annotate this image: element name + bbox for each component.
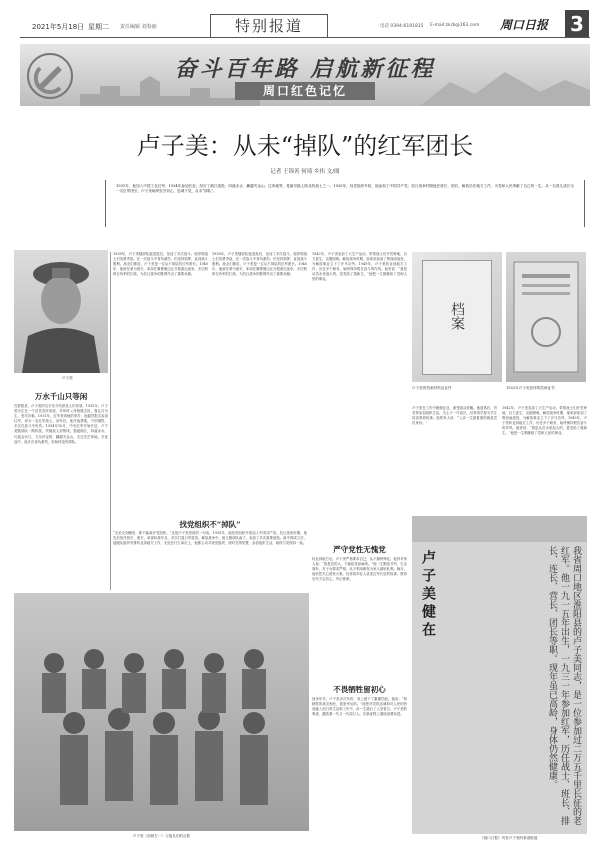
right-column-text-a: 卢子美在工作中兢兢业业，深受群众爱戴。他退休后，仍坚持参加组织生活，关心下一代成长，经常到学校为学生讲述革命故事。他的家人说：“父亲一生最看重的就是党员身份。”	[412, 406, 497, 426]
banner-slogan: 奋斗百年路 启航新征程	[174, 56, 436, 82]
document-label: 档案	[449, 302, 465, 330]
section-heading-3: 严守党性无愧党	[333, 545, 386, 554]
portrait-figure-icon	[14, 250, 108, 373]
page-number	[565, 10, 589, 38]
page-number-text: 3	[570, 12, 584, 36]
contact-email: E-mail:zkrb@163.com	[430, 23, 480, 28]
page-editor: 责任编辑 刘春丽	[120, 24, 157, 30]
news-clipping	[412, 516, 587, 834]
clip-text: 我省周口地区淮阳县的卢子美同志，是一位参加过二万五千里长征的老红军。他一九一五年出生，一九三一年参加红军，历任战士、班长、排长、连长、营长、团长等职。现年虽已高龄，身体仍然健康。	[547, 546, 581, 825]
banner-column: 周口红色记忆	[235, 82, 375, 100]
lead-text: 1931年，他加入中国工农红军；1934年参加长征，经历了湘江战役、四渡赤水、翻越夹金山、过草地等，是最早踏上陕北的战士之一。1935年，经党组织介绍，他参加了中国共产党；抗日战争时期他任营长、团长，解放后在地方工作，为党和人民奉献了自己的一生。从一名孤儿成长为一名红军团长，卢子美始终坚守初心、忠诚于党，从未“掉队”。	[116, 184, 574, 194]
document-page	[422, 260, 492, 375]
section-heading-4: 不畏牺牲留初心	[333, 685, 386, 694]
section-heading-1: 万水千山只等闲	[34, 392, 88, 401]
section-text-1: 在淮阳县，卢子美的名字至今仍被老人们传颂。1915年，卢子美出生在一个贫苦农民家庭，年幼时父母相继去世，靠乞讨为生，受尽苦难。1931年，红军来到他的家乡，他毅然报名参加红军，成为一名红军战士。参军后，他作战勇敢，不怕牺牲，多次在战斗中负伤。1934年10月，中央红军开始长征，卢子美随部队一路转战，突破敌人封锁线，强渡湘江，四渡赤水，巧渡金沙江，飞夺泸定桥，翻越夹金山，走过茫茫草地。长征途中，他多次身负重伤，但始终没有掉队。	[14, 404, 108, 444]
document-photo	[412, 252, 502, 382]
article-byline: 记者 王锦善 何琦 乡伟 文/图	[270, 169, 340, 175]
column-4-text: 1942年，卢子美参加了大生产运动，带领战士们开荒种地，自力更生，克服困难。解放战争时期，他率部参加了鲁西南战役，为解放事业立下了汗马功劳。1949年，卢子美转业到地方工作，历任多个职务，始终保持艰苦奋斗的作风。他常说：“我是从苦水里泡大的，是党给了我新生。”他把一生都献给了党和人民的事业。	[312, 252, 407, 282]
clip-headline: 卢子美健在	[420, 550, 436, 640]
column-3-text: 1938年，卢子美随部队挺进敌后，参加了多次战斗。他带领战士们英勇杀敌，在一次战斗中身负重伤，仍坚持指挥，直到战斗胜利。战友们都说，卢子美是一位从不掉队的红军团长。1940年，他被任命为团长，率部在冀鲁豫边区开展游击战争，多次粉碎日伪军的扫荡，为抗日战争的胜利作出了重要贡献。	[212, 252, 307, 277]
news-caption: 《周口日报》刊发卢子美的事迹报道	[480, 836, 538, 840]
article-title: 卢子美：从未“掉队”的红军团长	[136, 132, 474, 160]
issue-date: 2021年5月18日	[32, 23, 85, 31]
section-heading-2: 找党组织不“掉队”	[179, 520, 241, 529]
contact-phone: 电话 0394-6191815	[380, 24, 424, 29]
group-caption: 卢子美（前排左一）与战友们的合影	[132, 834, 191, 838]
section-title: 特别报道	[234, 17, 303, 35]
header-rule	[20, 37, 590, 38]
banner	[20, 44, 590, 106]
party-emblem-icon	[26, 52, 74, 100]
certificate-icon	[506, 252, 586, 382]
certificate-caption: 1952年卢子美获得的奖章证书	[506, 386, 555, 390]
section-tab	[210, 14, 328, 38]
issue-weekday: 星期二	[88, 23, 109, 31]
section-text-4: 战争年代，卢子美多次负伤，身上留下了累累伤疤。他说：“和牺牲的战友相比，我是幸运的。”他把对党的忠诚和对人民的热爱融入到日常生活和工作中，用一生践行了入党誓言。卢子美的事迹，激励着一代又一代周口人，在新征程上继续奋勇前进。	[312, 697, 407, 717]
group-people-icon	[14, 593, 309, 831]
top-header	[0, 0, 600, 38]
certificate-photo	[506, 252, 586, 382]
section-text-2: “无论走到哪里，都不能离开党组织。”这是卢子美常说的一句话。1935年，他经党组织介绍加入中国共产党。抗日战争时期，他先后担任营长、团长，率部转战华北，多次打退日军进攻。解放战争中，他又随部队南下，参加了多次重要战役。新中国成立后，他服从组织安排转业到地方工作，无论在什么岗位上，他都主动寻找党组织，按时交纳党费，参加组织生活，始终与党保持一致。	[113, 531, 307, 546]
section-text-3: 转业到地方后，卢子美严格要求自己，从不搞特殊化。他常对家人说：“我是党的人，不能给党添麻烦。”他一生勤俭节约，生活简朴，对子女要求严格，从不利用职权为家人谋取私利。晚年，他仍然关心国家大事，经常给年轻人讲述红军长征的故事，教育后代不忘初心、牢记使命。	[312, 557, 407, 582]
right-column-text-b: 1942年，卢子美参加了大生产运动，带领战士们开荒种地，自力更生，克服困难。解放战争时期，他率部参加了鲁西南战役，为解放事业立下了汗马功劳。1949年，卢子美转业到地方工作，历任多个职务，始终保持艰苦奋斗的作风。他常说：“我是从苦水里泡大的，是党给了我新生。”他把一生都献给了党和人民的事业。	[502, 406, 587, 436]
document-caption: 卢子美的档案材料及证件	[412, 386, 452, 390]
column-divider	[110, 252, 111, 590]
column-2-text-top: 1938年，卢子美随部队挺进敌后，参加了多次战斗。他带领战士们英勇杀敌，在一次战斗中身负重伤，仍坚持指挥，直到战斗胜利。战友们都说，卢子美是一位从不掉队的红军团长。1940年，他被任命为团长，率部在冀鲁豫边区开展游击战争，多次粉碎日伪军的扫荡，为抗日战争的胜利作出了重要贡献。	[113, 252, 208, 277]
portrait-caption: 卢子美	[62, 376, 73, 380]
portrait-photo	[14, 250, 108, 373]
paper-name: 周口日报	[500, 18, 549, 32]
lead-box	[105, 180, 585, 227]
clip-header-strip	[412, 516, 587, 542]
group-photo	[14, 593, 309, 831]
